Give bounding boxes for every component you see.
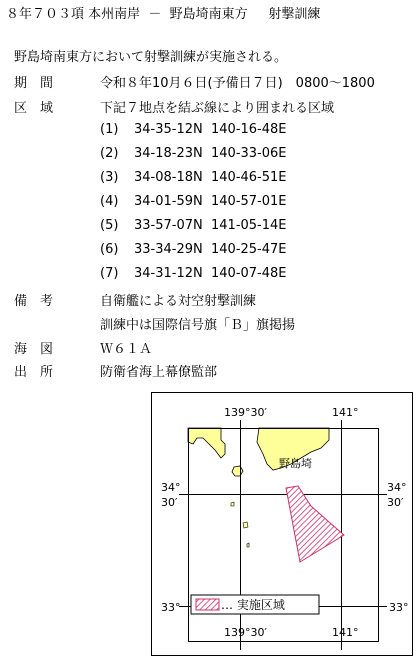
area-label: 区 域 bbox=[14, 101, 54, 116]
legend-label: … 実施区域 bbox=[221, 598, 285, 612]
top-lon-label-1: 139°30′ bbox=[224, 406, 267, 419]
chart-value: Ｗ６１Ａ bbox=[100, 342, 153, 357]
point-6-lon: 140-25-47E bbox=[211, 242, 287, 257]
point-7-no: (7) bbox=[100, 266, 119, 281]
point-1-no: (1) bbox=[100, 122, 119, 137]
point-5-lon: 141-05-14E bbox=[211, 218, 287, 233]
point-7-lon: 140-07-48E bbox=[211, 266, 287, 281]
lat-label-34-right: 34° bbox=[387, 481, 407, 494]
source-label: 出 所 bbox=[14, 365, 54, 380]
point-6-no: (6) bbox=[100, 242, 119, 257]
lat-label-33-left: 33° bbox=[161, 601, 181, 614]
lat-label-34-left: 34° bbox=[161, 481, 181, 494]
point-4-no: (4) bbox=[100, 194, 119, 209]
lat-label-30-right: 30′ bbox=[387, 496, 404, 509]
remarks-line-1: 自衛艦による対空射撃訓練 bbox=[100, 294, 257, 309]
area-value: 下記７地点を結ぶ線により囲まれる区域 bbox=[100, 101, 335, 116]
period-value: 令和８年10月６日(予備日７日) 0800～1800 bbox=[100, 76, 375, 91]
bottom-lon-label-2: 141° bbox=[332, 626, 359, 639]
point-2-lat: 34-18-23N bbox=[134, 146, 203, 161]
point-1-lon: 140-16-48E bbox=[211, 122, 287, 137]
top-lon-label-2: 141° bbox=[332, 406, 359, 419]
area-map bbox=[151, 392, 413, 656]
period-label: 期 間 bbox=[14, 76, 54, 91]
remarks-line-2: 訓練中は国際信号旗「Ｂ」旗掲揚 bbox=[100, 318, 296, 333]
land-island-oshima bbox=[232, 466, 243, 476]
point-3-lon: 140-46-51E bbox=[211, 170, 287, 185]
bottom-lon-label-1: 139°30′ bbox=[224, 626, 267, 639]
point-6-lat: 33-34-29N bbox=[134, 242, 203, 257]
land-island-small-2 bbox=[243, 522, 248, 528]
point-5-lat: 33-57-07N bbox=[134, 218, 203, 233]
point-3-no: (3) bbox=[100, 170, 119, 185]
point-4-lon: 140-57-01E bbox=[211, 194, 287, 209]
point-1-lat: 34-35-12N bbox=[134, 122, 203, 137]
point-2-no: (2) bbox=[100, 146, 119, 161]
point-2-lon: 140-33-06E bbox=[211, 146, 287, 161]
point-4-lat: 34-01-59N bbox=[134, 194, 203, 209]
chart-label: 海 図 bbox=[14, 342, 54, 357]
point-5-no: (5) bbox=[100, 218, 119, 233]
point-7-lat: 34-31-12N bbox=[134, 266, 203, 281]
place-label-nojimazaki: 野島埼 bbox=[279, 457, 312, 470]
source-value: 防衛省海上幕僚監部 bbox=[100, 365, 218, 380]
intro-text: 野島埼南東方において射撃訓練が実施される。 bbox=[14, 50, 288, 65]
point-3-lat: 34-08-18N bbox=[134, 170, 203, 185]
remarks-label: 備 考 bbox=[14, 294, 54, 309]
lat-label-30-left: 30′ bbox=[161, 496, 178, 509]
land-island-small-1 bbox=[231, 502, 234, 506]
lat-label-33-right: 33° bbox=[389, 601, 409, 614]
land-island-small-3 bbox=[247, 543, 249, 547]
legend-swatch bbox=[196, 599, 219, 610]
page-title: ８年７０３項 本州南岸 － 野島埼南東方 射撃訓練 bbox=[6, 7, 321, 22]
